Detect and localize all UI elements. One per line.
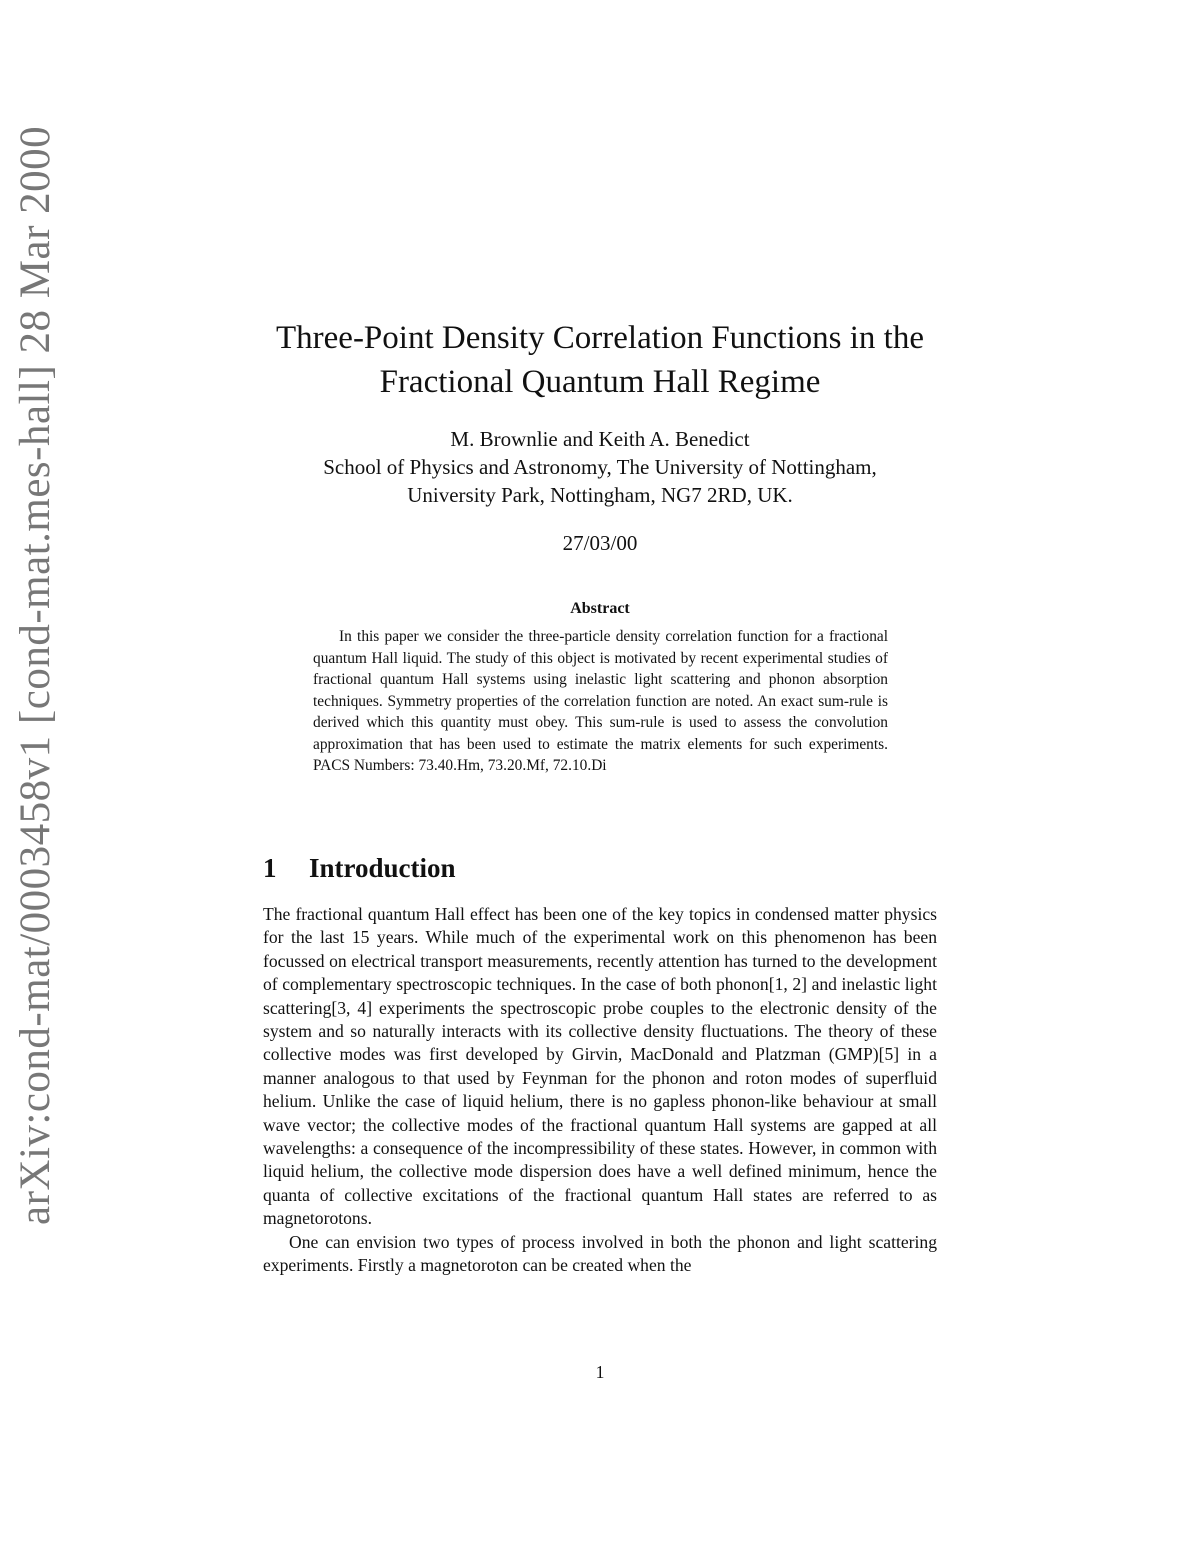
section-heading — [263, 850, 456, 886]
introduction-paragraph-1: The fractional quantum Hall effect has been one of the key topics in condensed matter physics for the last 15 years. While much of the experimental work on this phenomenon has been focussed on electrical transport measurements, recently attention has turned to the development of complementary spectroscopic techniques. In the case of both phonon[1, 2] and inelastic light scattering[3, 4] experiments the spectroscopic probe couples to the electronic density of the system and so naturally interacts with its collective density fluctuations. The theory of these collective modes was first developed by Girvin, MacDonald and Platzman (GMP)[5] in a manner analogous to that used by Feynman for the phonon and roton modes of superfluid helium. Unlike the case of liquid helium, there is no gapless phonon-like behaviour at small wave vector; the collective modes of the fractional quantum Hall systems are gapped at all wavelengths: a consequence of the incompressibility of these states. However, in common with liquid helium, the collective mode dispersion does have a well defined minimum, hence the quanta of collective excitations of the fractional quantum Hall states are referred to as magnetorotons. — [263, 904, 937, 1229]
author-block — [200, 425, 1000, 509]
paper-title-line-1: Three-Point Density Correlation Functions in the — [276, 320, 924, 356]
affiliation-line-1: School of Physics and Astronomy, The University of Nottingham, — [323, 455, 877, 479]
arxiv-identifier-stamp: arXiv:cond-mat/0003458v1 [cond-mat.mes-hall] 28 Mar 2000 — [12, 125, 59, 1225]
abstract-heading: Abstract — [570, 600, 630, 617]
section-number: 1 — [263, 853, 277, 883]
paper-title-line-2: Fractional Quantum Hall Regime — [379, 364, 821, 400]
affiliation-line-2: University Park, Nottingham, NG7 2RD, UK. — [407, 483, 793, 507]
paper-date: 27/03/00 — [562, 531, 638, 555]
introduction-paragraph-2: One can envision two types of process involved in both the phonon and light scattering experiments. Firstly a magnetoroton can be created when the — [263, 1231, 937, 1276]
paper-title — [200, 316, 1000, 404]
author-names: M. Brownlie and Keith A. Benedict — [450, 427, 750, 451]
abstract-text: In this paper we consider the three-particle density correlation function for a fractional quantum Hall liquid. The study of this object is motivated by recent experimental studies of fractional quantum Hall systems using inelastic light scattering and phonon absorption techniques. Symmetry properties of the correlation function are noted. An exact sum-rule is derived which this quantity must obey. This sum-rule is used to assess the convolution approximation that has been used to estimate the matrix elements for such experiments. PACS Numbers: 73.40.Hm, 73.20.Mf, 72.10.Di — [313, 628, 888, 774]
introduction-body — [263, 903, 937, 1278]
section-title: Introduction — [309, 853, 456, 883]
page-number: 1 — [595, 1362, 605, 1382]
